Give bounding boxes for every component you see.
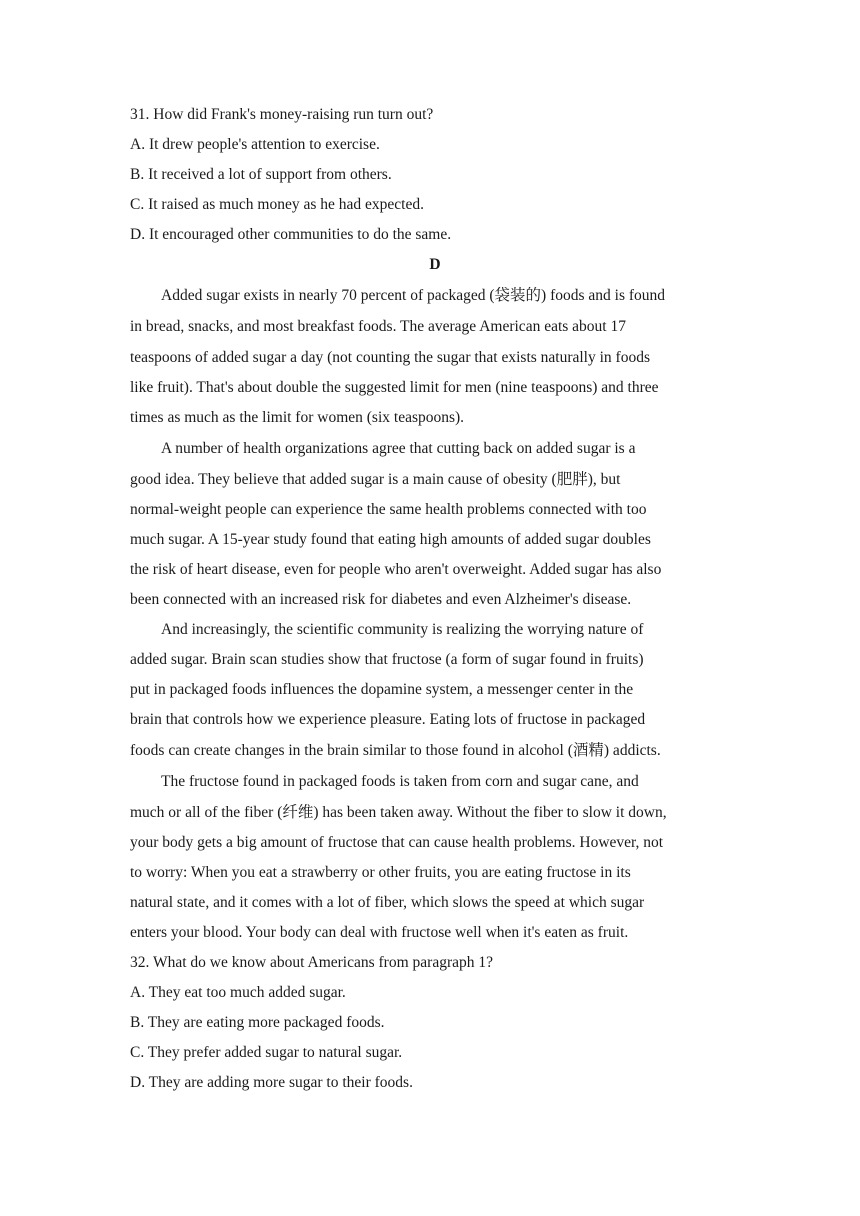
paragraph-line: A number of health organizations agree that cutting back on added sugar is a xyxy=(161,440,636,457)
paragraph-line: normal-weight people can experience the same health problems connected with too xyxy=(130,501,647,518)
paragraph-line: added sugar. Brain scan studies show that fructose (a form of sugar found in fruits) xyxy=(130,651,644,668)
paragraph-2 xyxy=(130,433,740,615)
paragraph-line: put in packaged foods influences the dopamine system, a messenger center in the xyxy=(130,681,634,698)
paragraph-line: been connected with an increased risk for diabetes and even Alzheimer's disease. xyxy=(130,591,632,608)
question-32-text: 32. What do we know about Americans from paragraph 1? xyxy=(130,954,493,971)
question-31-option-a: A. It drew people's attention to exercise. xyxy=(130,136,380,153)
paragraph-line: much or all of the fiber (纤维) has been taken away. Without the fiber to slow it down, xyxy=(130,804,667,821)
question-32-option-a: A. They eat too much added sugar. xyxy=(130,984,346,1001)
paragraph-line: teaspoons of added sugar a day (not counting the sugar that exists naturally in foods xyxy=(130,349,650,366)
paragraph-line: like fruit). That's about double the suggested limit for men (nine teaspoons) and three xyxy=(130,379,659,396)
document-page xyxy=(130,100,740,1098)
paragraph-line: And increasingly, the scientific community is realizing the worrying nature of xyxy=(161,621,644,638)
question-32 xyxy=(130,948,740,1098)
paragraph-line: in bread, snacks, and most breakfast foods. The average American eats about 17 xyxy=(130,318,626,335)
paragraph-line: The fructose found in packaged foods is taken from corn and sugar cane, and xyxy=(161,773,639,790)
question-31-option-c: C. It raised as much money as he had expected. xyxy=(130,196,424,213)
question-32-option-b: B. They are eating more packaged foods. xyxy=(130,1014,385,1031)
section-title: D xyxy=(429,256,441,273)
question-32-option-d: D. They are adding more sugar to their foods. xyxy=(130,1074,413,1091)
question-31-option-d: D. It encouraged other communities to do the same. xyxy=(130,226,452,243)
paragraph-line: natural state, and it comes with a lot of fiber, which slows the speed at which sugar xyxy=(130,894,645,911)
paragraph-line: brain that controls how we experience pleasure. Eating lots of fructose in packaged xyxy=(130,711,646,728)
paragraph-line: good idea. They believe that added sugar is a main cause of obesity (肥胖), but xyxy=(130,471,621,488)
paragraph-line: the risk of heart disease, even for people who aren't overweight. Added sugar has also xyxy=(130,561,662,578)
paragraph-4 xyxy=(130,766,740,948)
question-31 xyxy=(130,100,740,250)
paragraph-line: times as much as the limit for women (six teaspoons). xyxy=(130,409,465,426)
paragraph-line: foods can create changes in the brain similar to those found in alcohol (酒精) addicts. xyxy=(130,742,661,759)
paragraph-line: much sugar. A 15-year study found that eating high amounts of added sugar doubles xyxy=(130,531,651,548)
paragraph-line: enters your blood. Your body can deal with fructose well when it's eaten as fruit. xyxy=(130,924,629,941)
question-31-option-b: B. It received a lot of support from others. xyxy=(130,166,392,183)
question-32-option-c: C. They prefer added sugar to natural sugar. xyxy=(130,1044,403,1061)
paragraph-1 xyxy=(130,280,740,433)
paragraph-line: Added sugar exists in nearly 70 percent of packaged (袋装的) foods and is found xyxy=(161,287,666,304)
paragraph-line: your body gets a big amount of fructose that can cause health problems. However, not xyxy=(130,834,664,851)
paragraph-3 xyxy=(130,615,740,766)
question-31-text: 31. How did Frank's money-raising run turn out? xyxy=(130,106,434,123)
paragraph-line: to worry: When you eat a strawberry or other fruits, you are eating fructose in its xyxy=(130,864,631,881)
